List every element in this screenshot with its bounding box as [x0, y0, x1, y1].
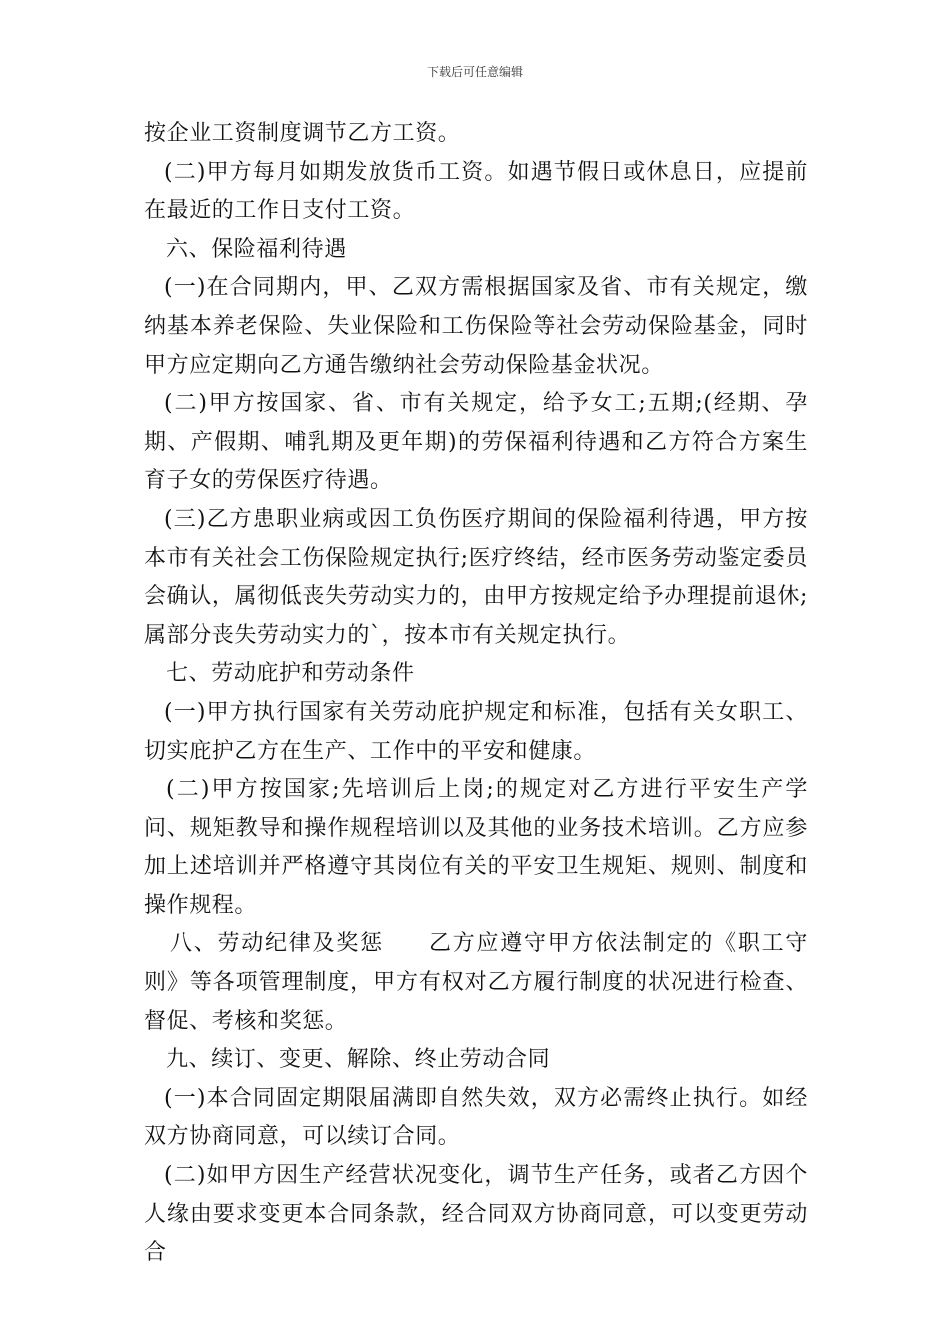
section-heading: 七、劳动庇护和劳动条件 [166, 661, 415, 687]
paragraph: (三)乙方患职业病或因工负伤医疗期间的保险福利待遇，甲方按本市有关社会工伤保险规定执行;医疗终结，经市医务劳动鉴定委员会确认，属彻低丧失劳动实力的，由甲方按规定给予办理提前退休;属部分丧失劳动实力的`，按本市有关规定执行。 [144, 506, 808, 648]
section-heading-with-text [144, 925, 808, 1041]
document-body [144, 115, 808, 1273]
paragraph: (二)甲方每月如期发放货币工资。如遇节假日或休息日，应提前在最近的工作日支付工资。 [144, 159, 808, 224]
section-heading: 八、劳动纪律及奖惩 [170, 931, 384, 957]
paragraph: 按企业工资制度调节乙方工资。 [144, 121, 461, 146]
paragraph: (一)在合同期内，甲、乙双方需根据国家及省、市有关规定，缴纳基本养老保险、失业保险和工伤保险等社会劳动保险基金，同时甲方应定期向乙方通告缴纳社会劳动保险基金状况。 [144, 275, 808, 378]
section-heading: 六、保险福利待遇 [166, 236, 347, 262]
page-header: 下载后可任意编辑 [426, 65, 523, 79]
paragraph: (二)如甲方因生产经营状况变化，调节生产任务，或者乙方因个人缘由要求变更本合同条款，经合同双方协商同意，可以变更劳动合 [144, 1163, 808, 1266]
paragraph: (一)甲方执行国家有关劳动庇护规定和标准，包括有关女职工、切实庇护乙方在生产、工作中的平安和健康。 [144, 699, 808, 764]
paragraph: (二)甲方按国家、省、市有关规定，给予女工;五期;(经期、孕期、产假期、哺乳期及更年期)的劳保福利待遇和乙方符合方案生育子女的劳保医疗待遇。 [144, 391, 808, 494]
paragraph: (一)本合同固定期限届满即自然失效，双方必需终止执行。如经双方协商同意，可以续订合同。 [144, 1085, 808, 1150]
section-heading: 九、续订、变更、解除、终止劳动合同 [166, 1047, 551, 1073]
paragraph: 乙方应遵守甲方依法制定的《职工守则》等各项管理制度，甲方有权对乙方履行制度的状况进行检查、督促、考核和奖惩。 [144, 931, 808, 1034]
paragraph: (二)甲方按国家;先培训后上岗;的规定对乙方进行平安生产学问、规矩教导和操作规程培训以及其他的业务技术培训。乙方应参加上述培训并严格遵守其岗位有关的平安卫生规矩、规则、制度和操作规程。 [144, 777, 808, 918]
